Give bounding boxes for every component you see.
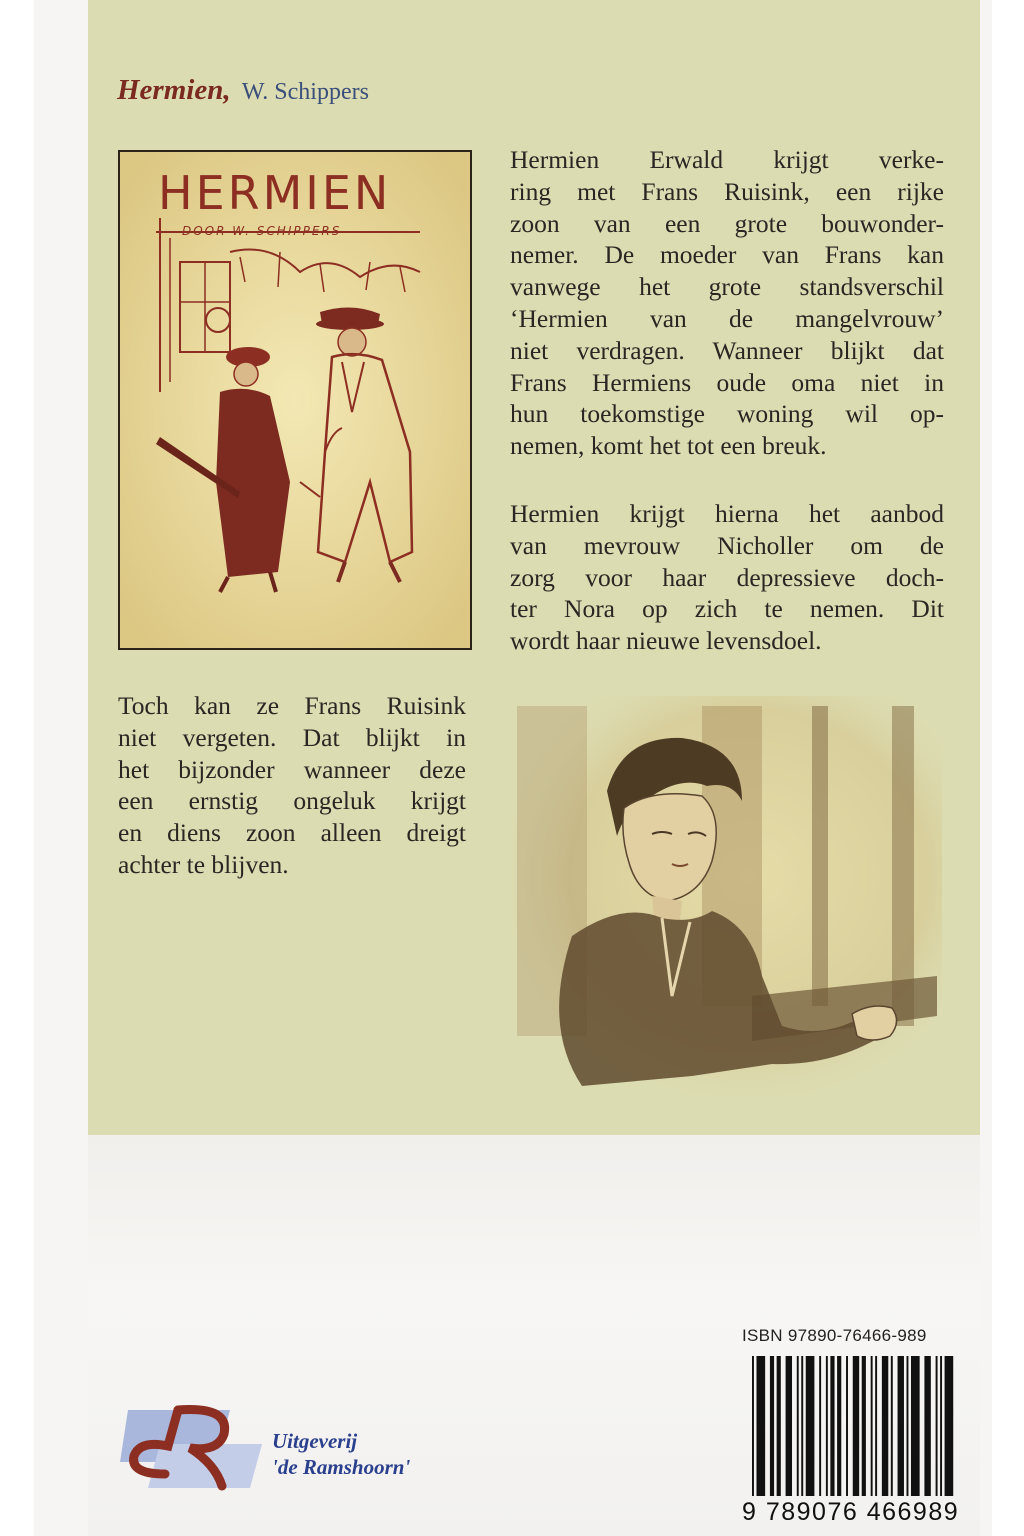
synopsis-paragraph-1 <box>510 144 944 462</box>
publisher-logo <box>120 1404 270 1494</box>
cover-title: HERMIEN <box>158 166 392 220</box>
text-line: Hermien Erwald krijgt verke- <box>510 145 944 174</box>
text-line: ‘Hermien van de mangelvrouw’ <box>510 303 944 333</box>
portrait-illustration <box>512 696 942 1096</box>
isbn-label: ISBN 97890-76466-989 <box>742 1326 927 1345</box>
book-title: Hermien, <box>117 74 231 106</box>
book-author: W. Schippers <box>241 79 369 105</box>
publisher-line-2: 'de Ramshoorn' <box>272 1455 411 1479</box>
text-line: hun toekomstige woning wil op- <box>510 399 944 429</box>
text-line: wordt haar nieuwe levensdoel. <box>510 626 822 656</box>
text-line: het bijzonder wanneer deze <box>118 754 466 784</box>
publisher-line-1: Uitgeverij <box>272 1429 358 1453</box>
synopsis-paragraph-2 <box>510 498 944 657</box>
cover-illustration <box>118 150 472 650</box>
text-line: nemer. De moeder van Frans kan <box>510 240 944 270</box>
text-line: vanwege het grote standsverschil <box>510 272 944 302</box>
cover-byline: DOOR W. SCHIPPERS <box>182 224 342 238</box>
text-line: zorg voor haar depressieve doch- <box>510 562 944 592</box>
text-line: ring met Frans Ruisink, een rijke <box>510 176 944 206</box>
text-line: Frans Hermiens oude oma niet in <box>510 367 944 397</box>
text-line: en diens zoon alleen dreigt <box>118 818 466 848</box>
text-line: Toch kan ze Frans Ruisink <box>118 691 466 720</box>
text-line: ter Nora op zich te nemen. Dit <box>510 594 944 624</box>
text-line: zoon van een grote bouwonder- <box>510 208 944 238</box>
text-line: Hermien krijgt hierna het aanbod <box>510 499 944 528</box>
barcode-number: 9 789076 466989 <box>742 1498 960 1526</box>
text-line: achter te blijven. <box>118 849 289 879</box>
text-line: van mevrouw Nicholler om de <box>510 530 944 560</box>
synopsis-paragraph-3 <box>118 690 466 881</box>
barcode <box>750 1356 960 1506</box>
text-line: niet vergeten. Dat blijkt in <box>118 722 466 752</box>
text-line: niet verdragen. Wanneer blijkt dat <box>510 335 944 365</box>
text-line: een ernstig ongeluk krijgt <box>118 786 466 816</box>
book-heading <box>117 74 369 107</box>
text-line: nemen, komt het tot een breuk. <box>510 431 827 461</box>
publisher-name <box>272 1428 410 1480</box>
